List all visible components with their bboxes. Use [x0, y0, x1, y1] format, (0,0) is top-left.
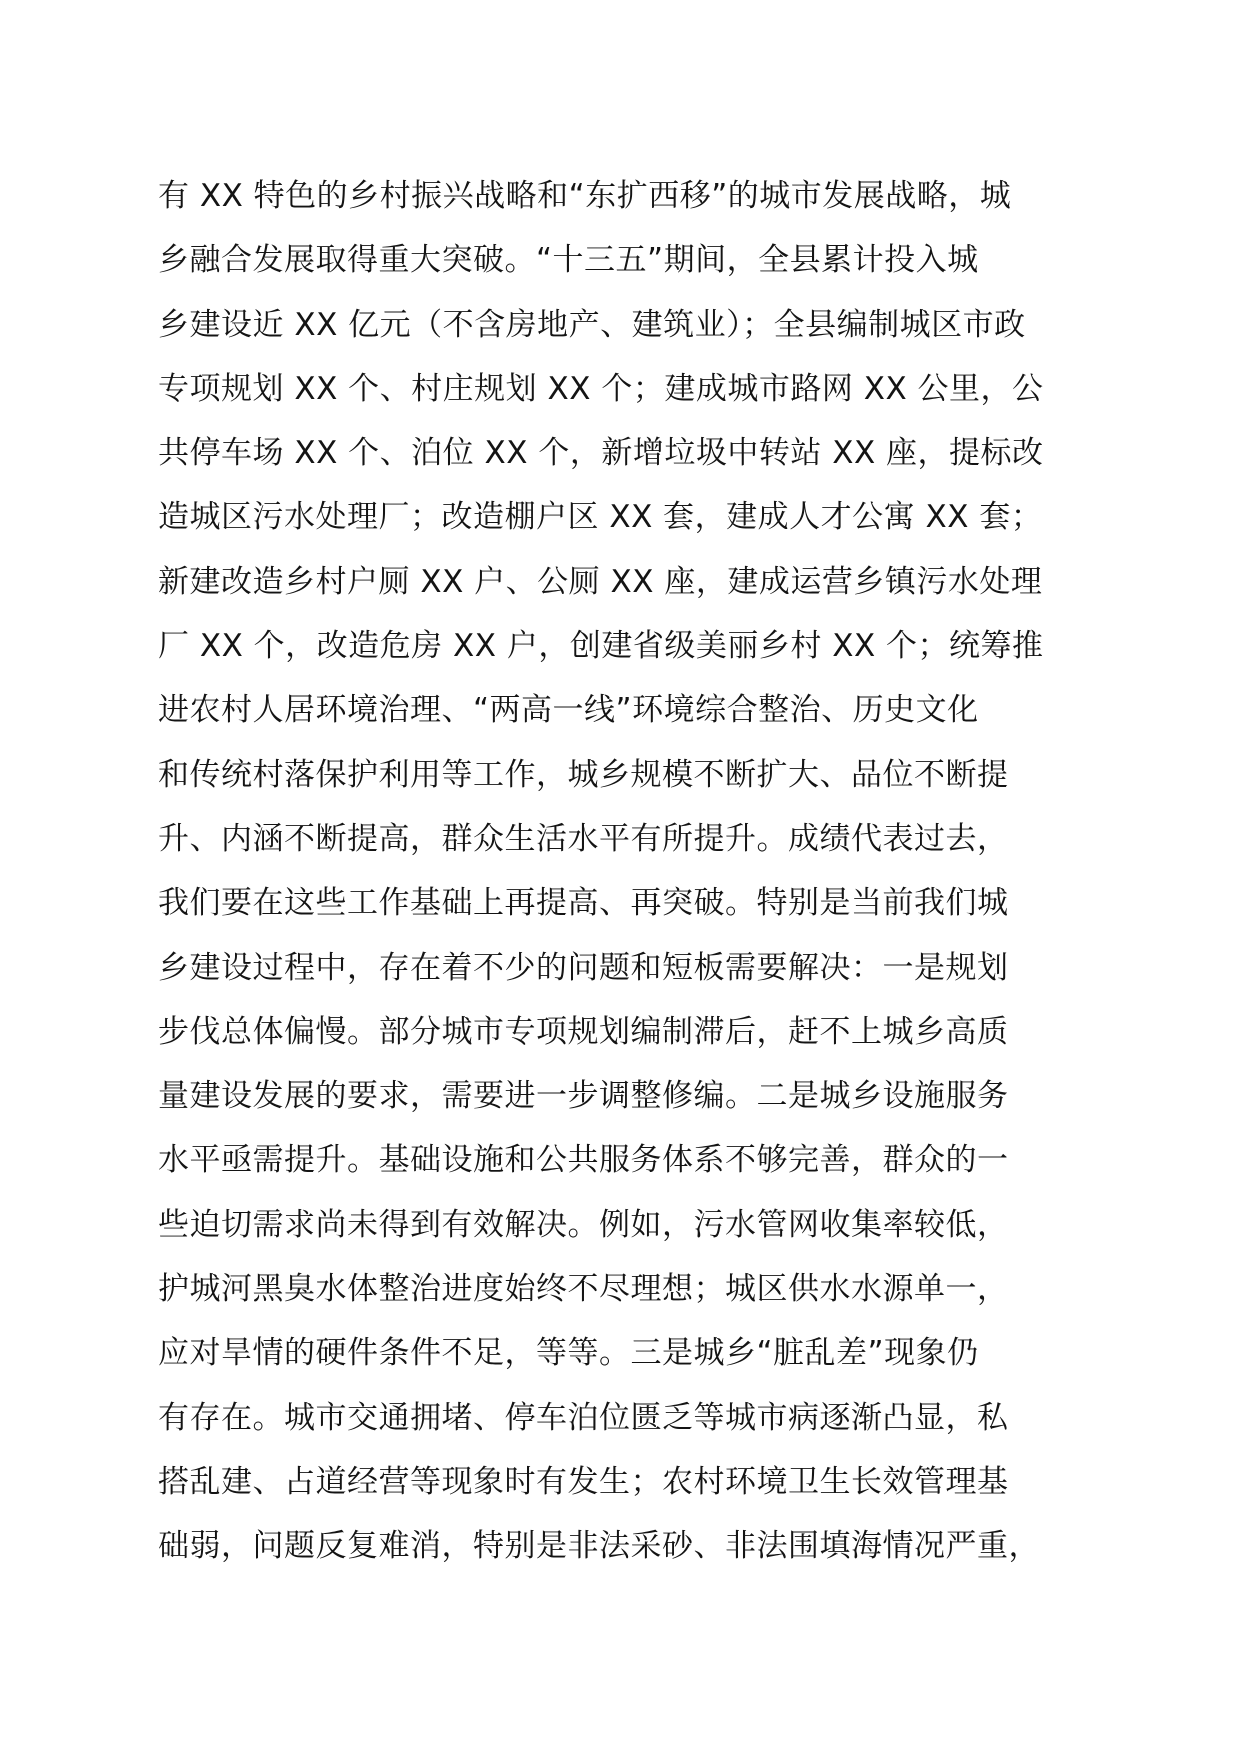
- text-line: 我们要在这些工作基础上再提高、再突破。特别是当前我们城: [158, 885, 1009, 922]
- text-line: 护城河黑臭水体整治进度始终不尽理想；城区供水水源单一，: [158, 1271, 1009, 1308]
- text-line: 乡建设近 XX 亿元（不含房地产、建筑业）；全县编制城区市政: [158, 306, 1026, 343]
- text-line: 些迫切需求尚未得到有效解决。例如，污水管网收集率较低，: [158, 1206, 1009, 1243]
- text-line: 有存在。城市交通拥堵、停车泊位匮乏等城市病逐渐凸显，私: [158, 1399, 1009, 1436]
- text-line: 厂 XX 个，改造危房 XX 户，创建省级美丽乡村 XX 个；统筹推: [158, 628, 1044, 665]
- text-line: 应对旱情的硬件条件不足，等等。三是城乡“脏乱差”现象仍: [158, 1335, 979, 1372]
- text-line: 乡建设过程中，存在着不少的问题和短板需要解决：一是规划: [158, 949, 1009, 986]
- text-line: 乡融合发展取得重大突破。“十三五”期间，全县累计投入城: [158, 242, 979, 279]
- text-line: 和传统村落保护利用等工作，城乡规模不断扩大、品位不断提: [158, 756, 1009, 793]
- text-line: 搭乱建、占道经营等现象时有发生；农村环境卫生长效管理基: [158, 1463, 1009, 1500]
- body-paragraph: [158, 164, 1118, 1579]
- text-line: 水平亟需提升。基础设施和公共服务体系不够完善，群众的一: [158, 1142, 1009, 1179]
- text-line: 础弱，问题反复难消，特别是非法采砂、非法围填海情况严重，: [158, 1528, 1040, 1565]
- text-line: 进农村人居环境治理、“两高一线”环境综合整治、历史文化: [158, 692, 979, 729]
- text-line: 共停车场 XX 个、泊位 XX 个，新增垃圾中转站 XX 座，提标改: [158, 435, 1044, 472]
- text-line: 有 XX 特色的乡村振兴战略和“东扩西移”的城市发展战略，城: [158, 178, 1012, 214]
- text-line: 步伐总体偏慢。部分城市专项规划编制滞后，赶不上城乡高质: [158, 1013, 1009, 1050]
- text-line: 升、内涵不断提高，群众生活水平有所提升。成绩代表过去，: [158, 820, 1009, 857]
- text-line: 新建改造乡村户厕 XX 户、公厕 XX 座，建成运营乡镇污水处理: [158, 563, 1043, 600]
- text-line: 量建设发展的要求，需要进一步调整修编。二是城乡设施服务: [158, 1078, 1009, 1115]
- text-line: 造城区污水处理厂；改造棚户区 XX 套，建成人才公寓 XX 套；: [158, 499, 1043, 536]
- text-line: 专项规划 XX 个、村庄规划 XX 个；建成城市路网 XX 公里，公: [158, 370, 1044, 407]
